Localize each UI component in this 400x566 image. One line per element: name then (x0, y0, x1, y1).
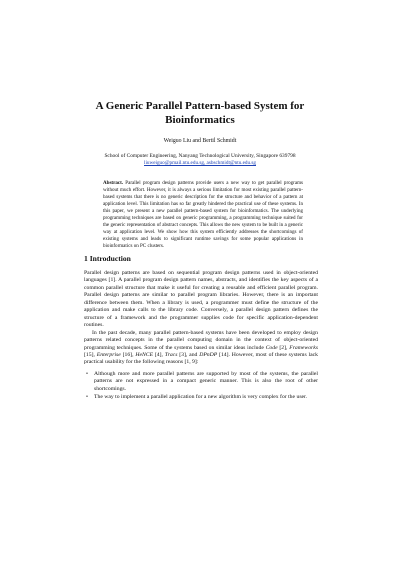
system-ref-code: [2], (277, 344, 290, 351)
paper-title: A Generic Parallel Pattern-based System for Bioinformatics (95, 100, 305, 126)
abstract-label: Abstract. (103, 180, 124, 186)
abstract-text: Parallel program design patterns provide users a new way to get parallel programs without much effort. However, it is always a serious limitation for most existing parallel pattern-based systems that there is no generic description for the structure and behavior of a pattern at application level. This limitation has so far greatly hindered the practical use of these systems. In this paper, we present a new parallel pattern-based system for bioinformatics. The underlying programming techniques are based on generic programming, a programming technique suited for the generic representation of abstract concepts. This allows the new system to be built in a generic way at application level. We show how this system efficiently addresses the shortcomings of existing systems and leads to significant runtime savings for some popular applications in bioinformatics on PC clusters. (103, 180, 303, 249)
system-name-frameworks: Frameworks (289, 344, 318, 351)
section-heading-introduction: 1 Introduction (84, 254, 131, 263)
system-name-enterprise: Enterprise (96, 351, 121, 358)
system-name-tracs: Tracs (164, 351, 178, 358)
paper-authors: Weiguo Liu and Bertil Schmidt (163, 138, 237, 144)
reasons-list (84, 371, 318, 401)
list-item: • The way to implement a parallel application for a new algorithm is very complex for the user. (84, 394, 318, 401)
introduction-body (84, 270, 318, 402)
author-affiliation: School of Computer Engineering, Nanyang Technological University, Singapore 639798 (104, 153, 296, 159)
system-ref-enterprise: [16], (120, 351, 136, 358)
para2-text-b: [14]. However, most of these systems lack practical usability for the following reasons [1, 9]: (84, 351, 319, 366)
email-links[interactable]: liuweiguo@pmail.ntu.edu.sg, asbschmidt@ntu.edu.sg (144, 160, 256, 166)
system-name-code: Code (265, 344, 278, 351)
system-ref-frameworks: [15], (84, 351, 97, 358)
para2-text-a: In the past decade, many parallel pattern-based systems have been developed to employ design patterns related concepts in the parallel computing domain in the context of object-oriented programming techniques. Some of the systems based on similar ideas include (84, 329, 318, 351)
intro-paragraph-1: Parallel design patterns are based on sequential program design patterns used in object-oriented languages [1]. A parallel program design pattern names, abstracts, and identifies the key aspects of a common parallel structure that make it useful for creating a reusable and efficient parallel program. Parallel design patterns are similar to parallel program libraries. However, there is an important difference between them. When a library is used, a programmer must define the structure of the application and make calls to the library code. Conversely, a parallel design pattern defines the structure of a framework and the programmer supplies code for specific application-dependent routines. (84, 270, 318, 329)
intro-paragraph-2 (84, 330, 318, 367)
system-name-hence: HeNCE (135, 351, 154, 358)
system-ref-tracs: [3], and (177, 351, 200, 358)
system-ref-hence: [4], (153, 351, 165, 358)
system-name-dpndp: DPnDP (199, 351, 218, 358)
author-emails (70, 160, 330, 167)
list-item: • Although more and more parallel patterns are supported by most of the systems, the parallel patterns are not expressed in a compact generic manner. This is also the root of other shortcomings. (84, 371, 318, 393)
abstract (103, 180, 303, 250)
